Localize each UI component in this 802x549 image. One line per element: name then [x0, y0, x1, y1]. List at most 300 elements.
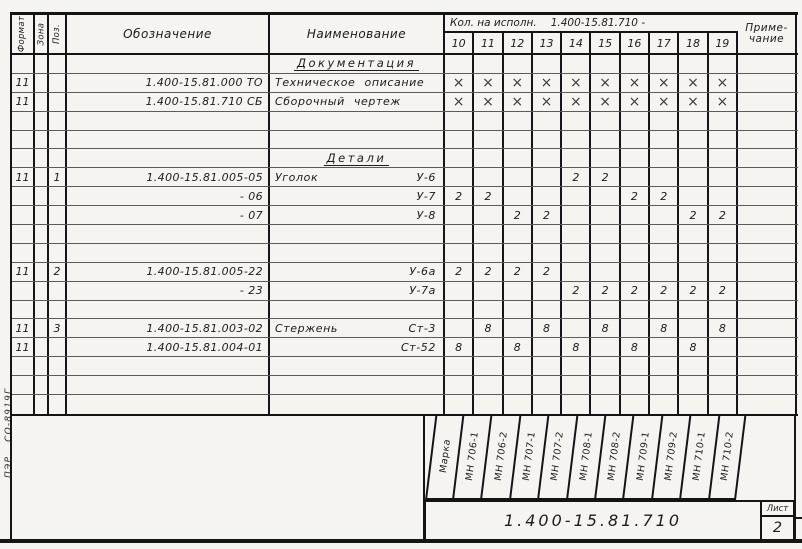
designation-cell: 1.400-15.81.710 СБ [67, 93, 270, 111]
item-mark: У-6 [416, 170, 436, 184]
quantity-cell [533, 376, 562, 394]
designation-cell [67, 395, 270, 414]
quantity-cell: 8 [474, 319, 503, 337]
name-column-header: Наименование [270, 15, 445, 53]
name-cell [270, 225, 445, 243]
quantity-cell [504, 225, 533, 243]
quantity-cell: × [679, 93, 708, 111]
quantity-cell: × [709, 74, 738, 92]
designation-cell [67, 225, 270, 243]
format-cell: 11 [12, 168, 35, 186]
note-column-header: Приме- чание [738, 15, 797, 53]
table-row [12, 206, 798, 225]
quantity-cell [445, 168, 474, 186]
quantity-cell [650, 168, 679, 186]
format-cell [12, 244, 35, 262]
quantity-cell: × [474, 93, 503, 111]
quantity-cell [591, 338, 620, 356]
quantity-cell [591, 187, 620, 205]
designation-cell [67, 131, 270, 149]
quantity-cell [504, 244, 533, 262]
table-header [12, 15, 798, 55]
quantity-cell [562, 319, 591, 337]
sheet-bottom-line [0, 539, 802, 543]
quantity-cell [621, 206, 650, 224]
note-cell [738, 282, 797, 300]
mark-column-cell: МН 707-1 [509, 414, 548, 498]
quantity-cell [621, 225, 650, 243]
mark-column-cell: МН 708-2 [594, 414, 633, 498]
quantity-cell [533, 149, 562, 167]
quantity-column-number: 17 [650, 33, 679, 53]
sheet-label: Лист [762, 502, 793, 517]
quantity-cell [650, 55, 679, 73]
quantity-cell [533, 225, 562, 243]
note-cell [738, 112, 797, 130]
quantity-cell [474, 131, 503, 149]
quantity-cell [621, 149, 650, 167]
quantity-cell: 2 [679, 282, 708, 300]
quantity-cell [504, 168, 533, 186]
position-cell: 2 [49, 263, 67, 281]
mark-columns [452, 414, 746, 498]
quantity-column-number: 18 [679, 33, 708, 53]
quantity-cell [709, 395, 738, 414]
quantity-cell [562, 225, 591, 243]
table-row [12, 263, 798, 282]
quantity-cell [679, 131, 708, 149]
quantity-cell [445, 55, 474, 73]
mark-column-cell: МН 708-1 [566, 414, 605, 498]
quantity-cell [533, 357, 562, 375]
table-row [12, 55, 798, 74]
quantity-cell [679, 244, 708, 262]
quantity-cell [445, 282, 474, 300]
name-cell [270, 244, 445, 262]
quantity-cell [591, 131, 620, 149]
quantity-cell [679, 301, 708, 319]
quantity-cell [533, 301, 562, 319]
quantity-cell [650, 301, 679, 319]
position-cell [49, 187, 67, 205]
quantity-column-number: 12 [504, 33, 533, 53]
quantity-cell: × [621, 74, 650, 92]
quantity-cell [562, 244, 591, 262]
quantity-cell [533, 338, 562, 356]
quantity-cell [504, 149, 533, 167]
quantity-cell [445, 376, 474, 394]
quantity-cell [621, 319, 650, 337]
quantity-cell: 2 [650, 187, 679, 205]
mark-column-cell: МН 710-2 [708, 414, 747, 498]
quantity-cell [533, 244, 562, 262]
format-cell [12, 395, 35, 414]
designation-cell [67, 55, 270, 73]
table-row [12, 225, 798, 244]
quantity-column-number: 10 [445, 33, 474, 53]
table-row [12, 149, 798, 168]
zone-cell [35, 357, 49, 375]
zone-column-header: Зона [35, 15, 49, 53]
designation-cell: - 06 [67, 187, 270, 205]
quantity-cell [650, 244, 679, 262]
quantity-cell [562, 301, 591, 319]
position-cell [49, 131, 67, 149]
quantity-cell [679, 319, 708, 337]
quantity-cell [474, 282, 503, 300]
quantity-cell [591, 206, 620, 224]
quantity-cell [591, 301, 620, 319]
bottom-notes-box [10, 414, 425, 540]
quantity-cell: × [445, 93, 474, 111]
mark-column-cell: МН 710-1 [679, 414, 718, 498]
quantity-cell: 2 [504, 263, 533, 281]
quantity-cell [504, 131, 533, 149]
format-cell: 11 [12, 338, 35, 356]
quantity-cell [445, 357, 474, 375]
quantity-cell [562, 395, 591, 414]
quantity-cell: 2 [709, 206, 738, 224]
note-cell [738, 244, 797, 262]
item-name: Сборочный чертеж [275, 95, 401, 109]
quantity-cell: 8 [562, 338, 591, 356]
zone-cell [35, 187, 49, 205]
quantity-cell: × [562, 93, 591, 111]
margin-stamp: ПЭР СО-8919Г [4, 387, 14, 478]
quantity-cell [679, 357, 708, 375]
note-cell [738, 319, 797, 337]
quantity-cell: 2 [504, 206, 533, 224]
quantity-cell [504, 187, 533, 205]
quantity-cell: × [474, 74, 503, 92]
mark-column-cell: МН 709-2 [651, 414, 690, 498]
quantity-cell [562, 357, 591, 375]
quantity-cell [445, 131, 474, 149]
zone-cell [35, 225, 49, 243]
quantity-cell: 2 [474, 187, 503, 205]
position-cell [49, 244, 67, 262]
quantity-cell [621, 131, 650, 149]
note-cell [738, 357, 797, 375]
format-cell [12, 301, 35, 319]
mark-column-cell: МН 706-2 [481, 414, 520, 498]
quantity-cell [445, 206, 474, 224]
quantity-cell: 8 [533, 319, 562, 337]
note-cell [738, 187, 797, 205]
position-cell [49, 74, 67, 92]
name-cell [270, 55, 445, 73]
position-cell [49, 376, 67, 394]
quantity-cell [679, 225, 708, 243]
quantity-cell [709, 112, 738, 130]
position-cell: 1 [49, 168, 67, 186]
name-cell [270, 319, 445, 337]
table-row [12, 319, 798, 338]
zone-cell [35, 74, 49, 92]
sheet-number: 2 [772, 520, 783, 536]
quantity-cell [591, 395, 620, 414]
quantity-cell [621, 263, 650, 281]
name-cell [270, 149, 445, 167]
name-cell [270, 301, 445, 319]
quantity-cell [679, 263, 708, 281]
format-cell [12, 357, 35, 375]
mark-column-cell: МН 707-2 [537, 414, 576, 498]
quantity-cell [650, 225, 679, 243]
quantity-cell [562, 112, 591, 130]
designation-cell: - 07 [67, 206, 270, 224]
table-row [12, 244, 798, 263]
item-name: Техническое описание [275, 76, 425, 90]
quantity-cell: 8 [709, 319, 738, 337]
quantity-cell [445, 149, 474, 167]
quantity-cell: 2 [621, 282, 650, 300]
designation-cell: 1.400-15.81.005-05 [67, 168, 270, 186]
quantity-cell: × [650, 93, 679, 111]
quantity-cell: × [504, 93, 533, 111]
item-mark: У-7 [416, 189, 436, 203]
quantity-cell [709, 187, 738, 205]
quantity-cell [445, 395, 474, 414]
sheet-number-box [760, 502, 793, 539]
zone-cell [35, 376, 49, 394]
table-row [12, 301, 798, 320]
name-cell [270, 357, 445, 375]
quantity-cell [591, 149, 620, 167]
quantity-cell [621, 395, 650, 414]
quantity-cell [591, 55, 620, 73]
quantity-cell [679, 187, 708, 205]
format-cell [12, 376, 35, 394]
position-cell [49, 338, 67, 356]
table-body [12, 55, 798, 414]
quantity-cell: × [679, 74, 708, 92]
quantity-cell: 2 [679, 206, 708, 224]
quantity-cell: 8 [591, 319, 620, 337]
name-cell [270, 206, 445, 224]
designation-cell [67, 301, 270, 319]
quantity-group-title: Кол. на исполн. 1.400-15.81.710 - [445, 15, 738, 33]
quantity-cell: × [621, 93, 650, 111]
quantity-cell [679, 168, 708, 186]
quantity-cell [621, 168, 650, 186]
table-row [12, 376, 798, 395]
quantity-cell [504, 112, 533, 130]
quantity-cell [621, 112, 650, 130]
quantity-cell: × [709, 93, 738, 111]
designation-cell [67, 376, 270, 394]
quantity-cell [533, 131, 562, 149]
quantity-cell [504, 319, 533, 337]
format-cell: 11 [12, 74, 35, 92]
note-cell [738, 206, 797, 224]
position-cell [49, 149, 67, 167]
format-cell: 11 [12, 93, 35, 111]
quantity-cell [533, 282, 562, 300]
quantity-cell [504, 301, 533, 319]
designation-cell [67, 244, 270, 262]
quantity-cell [445, 301, 474, 319]
zone-cell [35, 319, 49, 337]
quantity-cell [650, 131, 679, 149]
quantity-cell: 8 [650, 319, 679, 337]
table-row [12, 131, 798, 150]
quantity-cell: 8 [621, 338, 650, 356]
format-cell [12, 206, 35, 224]
quantity-cell [533, 55, 562, 73]
quantity-cell [474, 301, 503, 319]
name-cell [270, 395, 445, 414]
quantity-cell [533, 112, 562, 130]
item-name: Уголок [275, 170, 319, 184]
quantity-cell [562, 376, 591, 394]
quantity-cell [621, 376, 650, 394]
quantity-cell [504, 376, 533, 394]
sheet-right-border [794, 414, 797, 539]
note-cell [738, 263, 797, 281]
quantity-cell: 2 [474, 263, 503, 281]
format-cell [12, 225, 35, 243]
quantity-cell [445, 319, 474, 337]
quantity-cell [709, 338, 738, 356]
quantity-cell [562, 263, 591, 281]
note-cell [738, 376, 797, 394]
quantity-cell: 2 [533, 206, 562, 224]
position-cell [49, 206, 67, 224]
title-bar [424, 500, 795, 539]
quantity-column-numbers [445, 33, 738, 53]
quantity-cell [504, 395, 533, 414]
quantity-cell: × [445, 74, 474, 92]
quantity-cell [591, 112, 620, 130]
quantity-cell [650, 149, 679, 167]
quantity-cell [621, 357, 650, 375]
quantity-cell: × [504, 74, 533, 92]
zone-cell [35, 338, 49, 356]
quantity-cell [504, 357, 533, 375]
quantity-cell [679, 55, 708, 73]
table-row [12, 338, 798, 357]
mark-column-cell: МН 706-1 [452, 414, 491, 498]
quantity-cell: 2 [591, 282, 620, 300]
quantity-cell [474, 225, 503, 243]
quantity-cell [474, 149, 503, 167]
table-row [12, 168, 798, 187]
quantity-cell [533, 395, 562, 414]
note-cell [738, 225, 797, 243]
quantity-cell [709, 131, 738, 149]
quantity-cell: 2 [445, 187, 474, 205]
item-mark: У-7а [409, 284, 436, 298]
quantity-cell [445, 244, 474, 262]
format-cell [12, 131, 35, 149]
format-cell: 11 [12, 263, 35, 281]
format-cell [12, 112, 35, 130]
table-row [12, 395, 798, 414]
position-cell [49, 93, 67, 111]
quantity-cell [709, 301, 738, 319]
zone-cell [35, 93, 49, 111]
quantity-cell: 2 [591, 168, 620, 186]
quantity-cell [474, 168, 503, 186]
quantity-cell [650, 338, 679, 356]
note-cell [738, 93, 797, 111]
quantity-cell: 8 [445, 338, 474, 356]
zone-cell [35, 131, 49, 149]
table-row [12, 74, 798, 93]
note-cell [738, 395, 797, 414]
position-cell [49, 395, 67, 414]
quantity-cell [621, 301, 650, 319]
quantity-cell [709, 263, 738, 281]
designation-cell: - 23 [67, 282, 270, 300]
sheet-corner-tick [795, 517, 802, 519]
quantity-cell: × [650, 74, 679, 92]
quantity-cell [650, 263, 679, 281]
designation-cell: 1.400-15.81.004-01 [67, 338, 270, 356]
quantity-cell [709, 244, 738, 262]
name-cell [270, 282, 445, 300]
name-cell [270, 263, 445, 281]
item-mark: Ст-3 [408, 321, 436, 335]
quantity-cell [650, 376, 679, 394]
quantity-cell: 8 [679, 338, 708, 356]
quantity-cell [474, 112, 503, 130]
format-cell [12, 282, 35, 300]
quantity-cell [474, 55, 503, 73]
quantity-cell: × [533, 93, 562, 111]
quantity-cell [650, 112, 679, 130]
item-mark: У-6а [409, 265, 436, 279]
name-cell [270, 112, 445, 130]
zone-cell [35, 168, 49, 186]
zone-cell [35, 395, 49, 414]
note-cell [738, 168, 797, 186]
quantity-cell [679, 112, 708, 130]
designation-cell: 1.400-15.81.005-22 [67, 263, 270, 281]
designation-cell: 1.400-15.81.000 ТО [67, 74, 270, 92]
quantity-cell: 2 [533, 263, 562, 281]
quantity-cell [709, 168, 738, 186]
mark-row [425, 414, 746, 500]
quantity-column-number: 11 [474, 33, 503, 53]
quantity-column-number: 15 [591, 33, 620, 53]
section-title: Документация [294, 56, 419, 71]
table-row [12, 93, 798, 112]
quantity-cell [709, 55, 738, 73]
quantity-cell [533, 168, 562, 186]
zone-cell [35, 206, 49, 224]
marka-label-cell: Марка [425, 414, 462, 498]
designation-cell: 1.400-15.81.003-02 [67, 319, 270, 337]
quantity-column-number: 19 [709, 33, 738, 53]
quantity-cell [474, 338, 503, 356]
quantity-cell [621, 244, 650, 262]
quantity-cell [474, 376, 503, 394]
mark-column-cell: МН 709-1 [623, 414, 662, 498]
item-name: Стержень [275, 321, 338, 335]
format-cell [12, 187, 35, 205]
position-cell [49, 55, 67, 73]
note-cell [738, 55, 797, 73]
quantity-cell [621, 55, 650, 73]
quantity-cell: 2 [562, 282, 591, 300]
quantity-column-number: 13 [533, 33, 562, 53]
quantity-cell [445, 225, 474, 243]
quantity-cell [474, 395, 503, 414]
note-cell [738, 131, 797, 149]
quantity-cell: 8 [504, 338, 533, 356]
